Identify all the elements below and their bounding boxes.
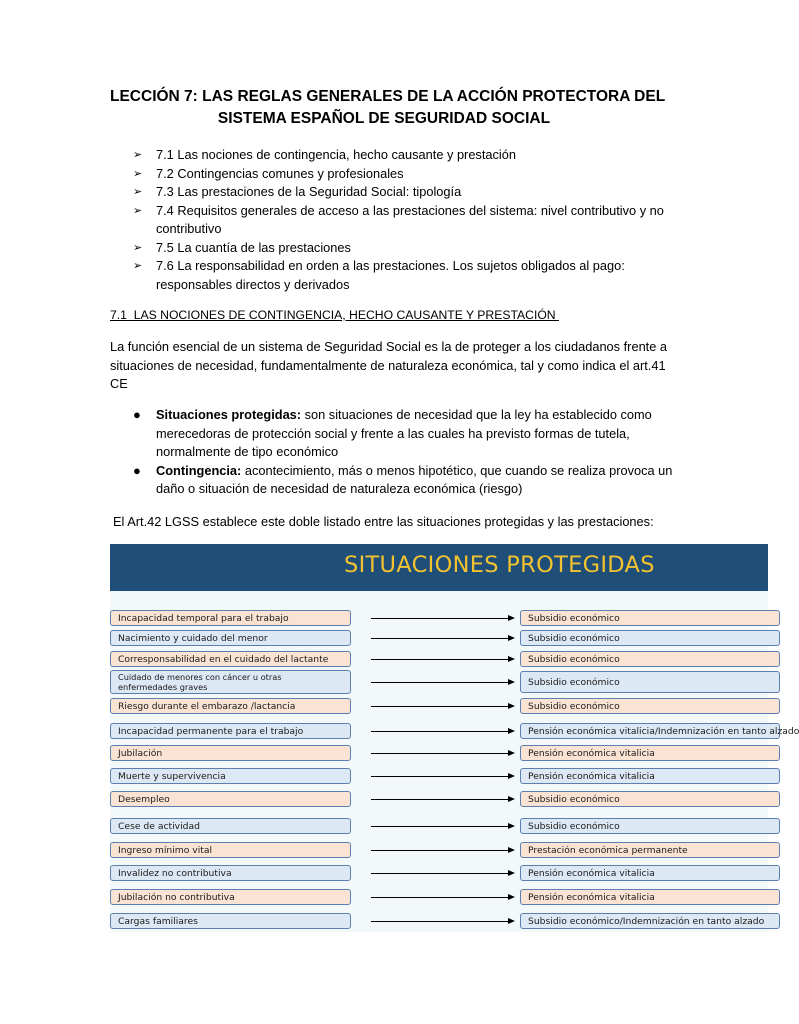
toc-item bbox=[133, 146, 673, 165]
benefit-box: Subsidio económico bbox=[520, 818, 780, 834]
right-arrow-icon bbox=[371, 753, 509, 754]
title-line-1: LECCIÓN 7: LAS REGLAS GENERALES DE LA ACCIÓN PROTECTORA DEL bbox=[110, 88, 666, 105]
right-arrow-icon bbox=[371, 776, 509, 777]
benefit-box: Subsidio económico bbox=[520, 791, 780, 807]
definition-text: son situaciones de necesidad que la ley ha establecido como merecedoras de protección social y frente a las cuales ha previsto formas de tutela, normalmente de tipo económico bbox=[156, 407, 652, 459]
situation-box: Jubilación no contributiva bbox=[110, 889, 351, 905]
situation-box: Riesgo durante el embarazo /lactancia bbox=[110, 698, 351, 714]
right-arrow-icon bbox=[371, 826, 509, 827]
situation-box: Cese de actividad bbox=[110, 818, 351, 834]
definitions-list bbox=[133, 406, 673, 499]
arrow-bullet-icon: ➢ bbox=[133, 167, 143, 180]
toc-item bbox=[133, 165, 673, 184]
bullet-dot-icon: ● bbox=[133, 407, 141, 422]
right-arrow-icon bbox=[371, 682, 509, 683]
toc-item-label: 7.3 Las prestaciones de la Seguridad Social: tipología bbox=[156, 184, 462, 199]
situation-box: Ingreso mínimo vital bbox=[110, 842, 351, 858]
situation-box: Corresponsabilidad en el cuidado del lactante bbox=[110, 651, 351, 667]
benefit-box: Prestación económica permanente bbox=[520, 842, 780, 858]
arrow-bullet-icon: ➢ bbox=[133, 186, 143, 198]
situation-box: Incapacidad temporal para el trabajo bbox=[110, 610, 351, 626]
benefit-box: Pensión económica vitalicia bbox=[520, 889, 780, 905]
definition-term: Contingencia: bbox=[156, 462, 242, 478]
benefit-box: Pensión económica vitalicia bbox=[520, 865, 780, 881]
benefit-box: Pensión económica vitalicia bbox=[520, 768, 780, 784]
figure-banner-title: SITUACIONES PROTEGIDAS bbox=[344, 552, 655, 578]
toc-item-label: 7.6 La responsabilidad en orden a las prestaciones. Los sujetos obligados al pago: responsables directos y derivados bbox=[156, 258, 625, 292]
toc-item-label: 7.5 La cuantía de las prestaciones bbox=[156, 239, 351, 255]
benefit-box: Pensión económica vitalicia bbox=[520, 745, 780, 761]
right-arrow-icon bbox=[371, 638, 509, 639]
arrow-bullet-icon: ➢ bbox=[133, 241, 143, 254]
toc-item bbox=[133, 202, 673, 239]
right-arrow-icon bbox=[371, 659, 509, 660]
right-arrow-icon bbox=[371, 873, 509, 874]
benefit-box: Subsidio económico bbox=[520, 671, 780, 693]
toc-item-label: 7.1 Las nociones de contingencia, hecho causante y prestación bbox=[156, 147, 516, 162]
definition-term: Situaciones protegidas: bbox=[156, 407, 302, 422]
arrow-bullet-icon: ➢ bbox=[133, 260, 143, 272]
bullet-dot-icon: ● bbox=[133, 462, 141, 478]
toc-item-label: 7.2 Contingencias comunes y profesionales bbox=[156, 165, 404, 181]
right-arrow-icon bbox=[371, 799, 509, 800]
situation-box: Cuidado de menores con cáncer u otras enfermedades graves bbox=[110, 670, 351, 694]
benefit-box: Subsidio económico bbox=[520, 610, 780, 626]
benefit-box: Subsidio económico bbox=[520, 651, 780, 667]
benefit-box: Subsidio económico bbox=[520, 698, 780, 714]
definition-item bbox=[133, 406, 673, 462]
right-arrow-icon bbox=[371, 897, 509, 898]
toc-item-label: 7.4 Requisitos generales de acceso a las prestaciones del sistema: nivel contributivo y no contributivo bbox=[156, 202, 664, 236]
arrow-bullet-icon: ➢ bbox=[133, 149, 143, 161]
benefit-box: Pensión económica vitalicia/Indemnización en tanto alzado bbox=[520, 723, 780, 739]
toc-item bbox=[133, 257, 673, 294]
situation-box: Cargas familiares bbox=[110, 913, 351, 929]
right-arrow-icon bbox=[371, 731, 509, 732]
benefit-box: Subsidio económico bbox=[520, 630, 780, 646]
benefit-box: Subsidio económico/Indemnización en tanto alzado bbox=[520, 913, 780, 929]
situation-box: Desempleo bbox=[110, 791, 351, 807]
definition-text: acontecimiento, más o menos hipotético, que cuando se realiza provoca un daño o situación de necesidad de naturaleza económica (riesgo) bbox=[156, 462, 673, 496]
situation-box: Muerte y supervivencia bbox=[110, 768, 351, 784]
definition-item bbox=[133, 462, 673, 499]
figure-intro: El Art.42 LGSS establece este doble listado entre las situaciones protegidas y las prestaciones: bbox=[113, 514, 654, 529]
situations-rows bbox=[110, 544, 799, 932]
section-heading: 7.1 LAS NOCIONES DE CONTINGENCIA, HECHO CAUSANTE Y PRESTACIÓN bbox=[110, 308, 559, 322]
arrow-bullet-icon: ➢ bbox=[133, 204, 143, 217]
right-arrow-icon bbox=[371, 706, 509, 707]
toc-item bbox=[133, 239, 673, 258]
situations-figure bbox=[110, 544, 799, 932]
lesson-title bbox=[110, 86, 666, 130]
right-arrow-icon bbox=[371, 921, 509, 922]
right-arrow-icon bbox=[371, 850, 509, 851]
right-arrow-icon bbox=[371, 618, 509, 619]
table-of-contents bbox=[133, 146, 673, 294]
situation-box: Invalidez no contributiva bbox=[110, 865, 351, 881]
title-line-2: SISTEMA ESPAÑOL DE SEGURIDAD SOCIAL bbox=[217, 110, 551, 127]
situation-box: Jubilación bbox=[110, 745, 351, 761]
situation-box: Nacimiento y cuidado del menor bbox=[110, 630, 351, 646]
situation-box: Incapacidad permanente para el trabajo bbox=[110, 723, 351, 739]
toc-item bbox=[133, 183, 673, 202]
intro-paragraph: La función esencial de un sistema de Seguridad Social es la de proteger a los ciudadanos frente a situaciones de necesidad, fundamentalmente de naturaleza económica, tal y como indica el art.41 CE bbox=[110, 339, 668, 391]
